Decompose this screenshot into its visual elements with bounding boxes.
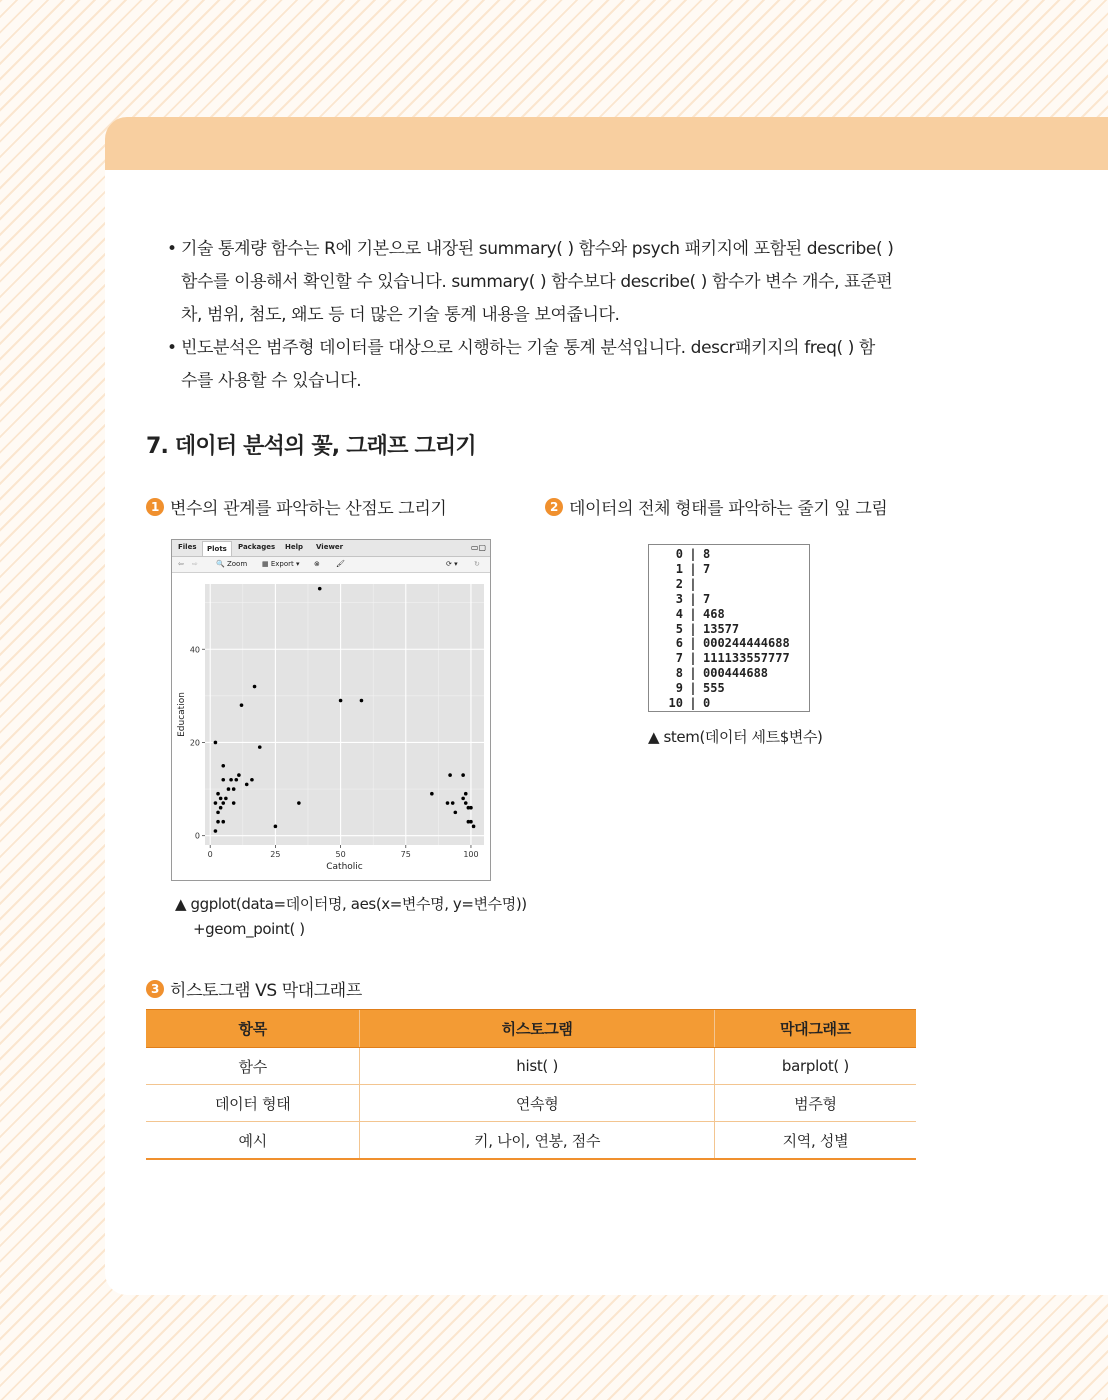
data-point — [240, 703, 244, 707]
stem-divider: | — [689, 681, 697, 696]
data-point — [472, 825, 476, 829]
data-point — [461, 797, 465, 801]
bullet-item — [167, 332, 927, 398]
column-header: 항목 — [146, 1010, 360, 1048]
subheading-label: 변수의 관계를 파악하는 산점도 그리기 — [170, 499, 447, 519]
leaf-values: 000444688 — [703, 666, 769, 681]
subheading-scatter — [146, 494, 446, 519]
back-arrow-icon[interactable]: ⇦ — [178, 560, 184, 568]
data-point — [216, 820, 220, 824]
data-point — [360, 699, 364, 703]
data-point — [224, 797, 228, 801]
data-point — [221, 778, 225, 782]
subheading-label: 히스토그램 VS 막대그래프 — [170, 981, 362, 1001]
data-point — [464, 792, 468, 796]
plot-toolbar — [172, 557, 490, 573]
stem-value: 8 — [675, 666, 683, 681]
table-cell: hist( ) — [360, 1048, 714, 1085]
publish-icon[interactable]: ⟳ ▾ — [446, 560, 458, 568]
leaf-values: 7 — [703, 591, 711, 606]
data-point — [469, 806, 473, 810]
data-point — [229, 778, 233, 782]
zoom-icon: 🔍 — [216, 560, 225, 568]
x-tick-label: 0 — [207, 850, 213, 859]
maximize-icon[interactable]: ▢ — [478, 543, 486, 552]
stem-row — [649, 636, 809, 651]
leaf-values: 8 — [703, 547, 711, 561]
stem-row — [649, 577, 809, 592]
export-label: Export ▾ — [270, 560, 300, 568]
stem-divider: | — [689, 547, 697, 561]
stem-row — [649, 607, 809, 622]
table-cell: 예시 — [146, 1122, 360, 1160]
tab-plots[interactable]: Plots — [202, 541, 232, 556]
leaf-values: 555 — [703, 681, 725, 696]
tab-viewer[interactable]: Viewer — [316, 543, 344, 551]
stem-value: 5 — [675, 621, 683, 636]
subheading-stem — [545, 494, 887, 519]
data-point — [448, 773, 452, 777]
caption-line: ▲ ggplot(data=데이터명, aes(x=변수명, y=변수명)) — [175, 895, 527, 913]
data-point — [250, 778, 254, 782]
comparison-table — [146, 1009, 916, 1160]
bullet-list — [167, 233, 927, 398]
section-title: 7. 데이터 분석의 꽃, 그래프 그리기 — [146, 434, 476, 459]
data-point — [451, 801, 455, 805]
caption-line: +geom_point( ) — [193, 920, 305, 938]
stem-value: 10 — [668, 696, 683, 711]
bullet-dot: • — [167, 338, 177, 358]
stem-divider: | — [689, 591, 697, 606]
leaf-values: 0 — [703, 696, 711, 711]
data-point — [214, 741, 218, 745]
pane-tab-bar — [172, 540, 490, 557]
data-point — [258, 745, 262, 749]
y-tick-label: 0 — [194, 831, 200, 841]
table-cell: 연속형 — [360, 1085, 714, 1122]
number-badge: 2 — [545, 498, 563, 516]
y-tick-label: 20 — [189, 738, 200, 748]
table-cell: 지역, 성별 — [714, 1122, 916, 1160]
column-header: 히스토그램 — [360, 1010, 714, 1048]
scatter-chart — [172, 572, 490, 878]
table-cell: 함수 — [146, 1048, 360, 1085]
data-point — [221, 764, 225, 768]
data-point — [461, 773, 465, 777]
subheading-compare — [146, 976, 362, 1001]
stem-value: 7 — [675, 651, 683, 666]
data-point — [454, 811, 458, 815]
forward-arrow-icon[interactable]: ⇨ — [192, 560, 198, 568]
data-point — [232, 801, 236, 805]
x-axis-label: Catholic — [326, 862, 363, 872]
table-row — [146, 1085, 916, 1122]
table-header-row — [146, 1010, 916, 1048]
table-cell: 키, 나이, 연봉, 점수 — [360, 1122, 714, 1160]
x-tick-label: 100 — [463, 850, 479, 859]
column-header: 막대그래프 — [714, 1010, 916, 1048]
table-cell: barplot( ) — [714, 1048, 916, 1085]
data-point — [221, 820, 225, 824]
stem-row — [649, 681, 809, 696]
data-point — [214, 801, 218, 805]
stem-divider: | — [689, 606, 697, 621]
stem-divider: | — [689, 621, 697, 636]
stem-row — [649, 547, 809, 562]
window-controls — [471, 543, 486, 552]
data-point — [339, 699, 343, 703]
table-cell: 데이터 형태 — [146, 1085, 360, 1122]
table-row — [146, 1048, 916, 1085]
stem-row — [649, 592, 809, 607]
rstudio-plot-panel — [171, 539, 491, 881]
tab-packages[interactable]: Packages — [238, 543, 276, 551]
data-point — [234, 778, 238, 782]
number-badge: 1 — [146, 498, 164, 516]
stem-value: 1 — [675, 561, 683, 576]
stem-value: 2 — [675, 576, 683, 591]
minimize-icon[interactable]: ▭ — [470, 543, 479, 552]
data-point — [469, 820, 473, 824]
bullet-line: 기술 통계량 함수는 R에 기본으로 내장된 summary( ) 함수와 psych 패키지에 포함된 describe( ) — [181, 239, 894, 259]
stem-value: 4 — [675, 606, 683, 621]
stem-divider: | — [689, 651, 697, 666]
export-button[interactable] — [262, 560, 300, 568]
remove-plot-icon[interactable]: ⊗ — [314, 560, 320, 568]
x-tick-label: 50 — [335, 850, 346, 859]
data-point — [219, 797, 223, 801]
leaf-values: 7 — [703, 561, 711, 576]
data-point — [318, 587, 322, 591]
data-point — [232, 787, 236, 791]
zoom-button[interactable] — [216, 560, 247, 568]
y-axis-label: Education — [177, 692, 187, 737]
stem-row — [649, 622, 809, 637]
data-point — [297, 801, 301, 805]
zoom-label: Zoom — [226, 560, 248, 568]
stem-value: 9 — [675, 681, 683, 696]
stem-divider: | — [689, 576, 697, 591]
data-point — [253, 685, 257, 689]
stem-value: 3 — [675, 591, 683, 606]
leaf-values: 468 — [703, 606, 725, 621]
bullet-line: 함수를 이용해서 확인할 수 있습니다. summary( ) 함수보다 describe( ) 함수가 변수 개수, 표준편 — [181, 272, 893, 292]
data-point — [430, 792, 434, 796]
y-tick-label: 40 — [189, 645, 200, 655]
stem-divider: | — [689, 636, 697, 651]
refresh-icon[interactable]: ↻ — [474, 560, 480, 568]
data-point — [237, 773, 241, 777]
stem-leaf-box — [648, 544, 810, 712]
stem-caption: ▲ stem(데이터 세트$변수) — [648, 728, 823, 746]
number-badge: 3 — [146, 980, 164, 998]
data-point — [216, 811, 220, 815]
x-tick-label: 75 — [400, 850, 411, 859]
data-point — [214, 829, 218, 833]
data-point — [216, 792, 220, 796]
stem-row — [649, 696, 809, 711]
table-cell: 범주형 — [714, 1085, 916, 1122]
table-row — [146, 1122, 916, 1160]
stem-value: 0 — [675, 547, 683, 561]
stem-row — [649, 651, 809, 666]
stem-row — [649, 562, 809, 577]
header-band — [105, 117, 1108, 170]
stem-divider: | — [689, 666, 697, 681]
x-tick-label: 25 — [270, 850, 281, 859]
bullet-line: 수를 사용할 수 있습니다. — [181, 371, 362, 391]
bullet-item — [167, 233, 927, 332]
stem-divider: | — [689, 696, 697, 711]
bullet-line: 차, 범위, 첨도, 왜도 등 더 많은 기술 통계 내용을 보여줍니다. — [181, 305, 620, 325]
leaf-values: 111133557777 — [703, 651, 790, 666]
data-point — [245, 783, 249, 787]
data-point — [464, 801, 468, 805]
data-point — [219, 806, 223, 810]
stem-value: 6 — [675, 636, 683, 651]
data-point — [274, 825, 278, 829]
tab-files[interactable]: Files — [178, 543, 197, 551]
page-sheet — [105, 117, 1108, 1295]
stem-divider: | — [689, 561, 697, 576]
export-icon: ▦ — [262, 560, 269, 568]
stem-row — [649, 666, 809, 681]
leaf-values: 13577 — [703, 621, 740, 636]
plot-background — [205, 584, 484, 845]
data-point — [221, 801, 225, 805]
data-point — [227, 787, 231, 791]
subheading-label: 데이터의 전체 형태를 파악하는 줄기 잎 그림 — [569, 499, 888, 519]
scatter-caption — [175, 892, 527, 942]
leaf-values: 000244444688 — [703, 636, 790, 651]
data-point — [446, 801, 450, 805]
bullet-line: 빈도분석은 범주형 데이터를 대상으로 시행하는 기술 통계 분석입니다. descr패키지의 freq( ) 함 — [181, 338, 875, 358]
broom-icon[interactable]: 🖌 — [336, 560, 345, 568]
bullet-dot: • — [167, 239, 177, 259]
tab-help[interactable]: Help — [285, 543, 304, 551]
